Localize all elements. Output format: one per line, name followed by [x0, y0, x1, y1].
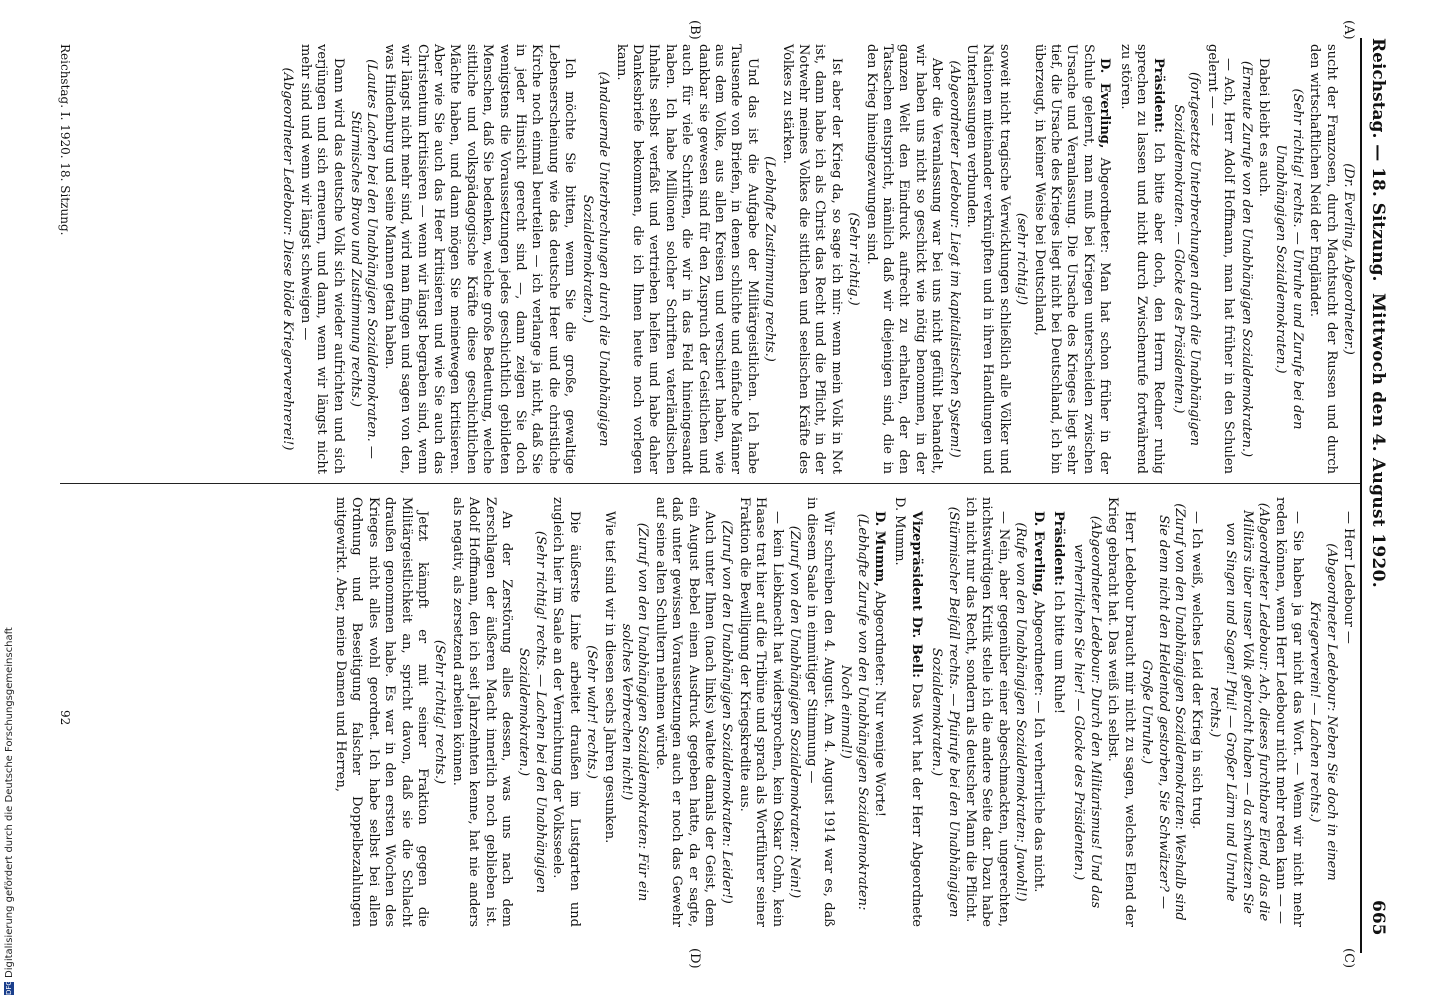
paragraph-text: Abgeordneter: — Ich verherrliche das nicht. — [1030, 596, 1046, 893]
paragraph-text: Ich bitte um Ruhe! — [1051, 585, 1067, 715]
paragraph-text: sucht der Franzosen, durch Machtsucht der Russen und durch den wirtschaftlichen Neid der Engländer. — [1307, 44, 1339, 474]
header-rule — [1360, 38, 1362, 953]
interjection — [431, 497, 447, 927]
margin-mark-d: (D) — [687, 948, 702, 969]
interjection — [1306, 497, 1339, 927]
paragraph-text: (Dr. Everling, Abgeordneter.) — [1341, 163, 1356, 355]
interjection — [1012, 497, 1028, 927]
paragraph — [332, 497, 430, 927]
margin-mark-c: (C) — [1341, 948, 1356, 969]
paragraph-text: Wir schreiben den 4. August. Am 4. August 1914 war es, daß in diesem Saale in einmütiger Stimmung — — [804, 497, 836, 927]
paragraph — [962, 497, 1011, 927]
paragraph-text: (Erneute Zurufe von den Unabhängigen Sozialdemokraten.) — [1238, 60, 1254, 458]
paragraph-text: Wie tief sind wir in diesen sechs Jahren gesunken. — [601, 511, 617, 844]
paragraph — [1104, 497, 1137, 927]
speaker-name: Präsident: — [1150, 58, 1166, 133]
paragraph — [1188, 497, 1204, 927]
paragraph-text: Herr Ledebour braucht mir nicht zu sagen, welches Elend der Krieg gebracht hat. Das weiß ich selbst. — [1105, 497, 1137, 927]
interjection — [945, 44, 961, 474]
right-column — [331, 497, 1356, 927]
dfg-logo: DFG — [5, 980, 13, 995]
interjection — [1237, 44, 1253, 474]
paragraph-text: Dabei bleibt es auch. — [1255, 58, 1271, 197]
paragraph-text: (Abgeordneter Ledebour: Diese blöde Kriegerverehrerei!) — [280, 67, 296, 451]
paragraph-text: (Abgeordneter Ledebour: Ach, dieses furchtbare Elend, das die Militärs über unser Volk gebracht haben — da schwatzen Sie von Singen und Sagen! Pfui! — Großer Lärm und Unruhe rechts.) — [1206, 502, 1271, 922]
paragraph-text: (sehr richtig!) — [1014, 212, 1030, 306]
paragraph-text: (Sehr wahr! rechts.) — [584, 645, 600, 779]
footer-sheet-number: 92 — [58, 710, 72, 726]
paragraph — [963, 44, 1012, 474]
paragraph — [612, 44, 760, 474]
page-header — [1364, 38, 1394, 958]
paragraph — [862, 44, 944, 474]
paragraph-text: Jetzt kämpft er mit seiner Fraktion gegen die Militärgeistlichkeit an, spricht davon, daß sie die Schlacht draußen genommen habe. Es war in den ersten Wochen des Krieges nicht alles wohl geordnet. Ich habe selbst bei allen Ordnung und Beseitigung falscher Doppelbezahlungen mitgewirkt. Aber, meine Damen und Herren, — [333, 497, 431, 927]
paragraph-text: (Zuruf von den Unabhängigen Sozialdemokraten: Nein!) — [787, 525, 802, 899]
paragraph — [600, 497, 616, 927]
paragraph — [803, 497, 836, 927]
interjection — [1272, 44, 1305, 474]
interjection — [1070, 497, 1103, 927]
paragraph — [1340, 497, 1356, 927]
paragraph-text: Das Wort hat der Herr Abgeordnete D. Mumm. — [892, 497, 924, 927]
paragraph-text: Abgeordneter: Man hat schon früher in der Schule gelernt, man muß bei Kriegen unterscheiden zwischen Ursache und Veranlassung. Die Ursache des Krieges liegt sehr tief, die Ursache des Krieges liegt nicht bei Deutschland, ich bin überzeugt, in keiner Weise bei Deutschland, — [1031, 44, 1113, 474]
interjection — [718, 497, 734, 927]
page-footer: Reichstag. I. 1920. 18. Sitzung. — [58, 44, 72, 236]
paragraph-text: — Ach, Herr Adolf Hoffmann, man hat früher in den Schulen gelernt — — — [1204, 44, 1237, 474]
paragraph-text: Die äußerste Linke arbeitet draußen im Lustgarten und zugleich hier im Saale an der Vernichtung der Volksseele. — [550, 497, 582, 927]
paragraph — [1029, 497, 1045, 927]
paragraph-text: — Sie haben ja gar nicht das Wort. — Wenn wir nicht mehr reden können, wenn Herr Ledebour nicht mehr reden kann — — — [1273, 497, 1305, 927]
header-left: Reichstag. — 18. Sitzung. — [1368, 38, 1388, 282]
paragraph — [1272, 497, 1305, 927]
paragraph-text: An der Zerstörung alles dessen, was uns nach dem Zerschlagen der äußeren Macht innerlich noch geblieben ist. Adolf Hoffmann, den ich seit Jahrzehnten kenne, hat nie anders als negativ, als zersetzend arbeiten können. — [449, 497, 515, 927]
paragraph-text: (Zuruf von den Unabhängigen Sozialdemokraten: Leider!) — [719, 520, 735, 904]
paragraph — [1203, 44, 1236, 474]
left-column — [278, 44, 1356, 474]
paragraph-text: (Stürmischer Beifall rechts. — Pfuirufe bei den Unabhängigen Sozialdemokraten.) — [929, 506, 961, 918]
interjection — [1205, 497, 1271, 927]
paragraph — [1050, 497, 1066, 927]
paragraph-text: — Ich weiß, welches Leid der Krieg in sich trug. — [1189, 511, 1205, 830]
interjection — [515, 497, 548, 927]
paragraph — [296, 44, 345, 474]
paragraph-text: (Sehr richtig! rechts.) — [432, 639, 448, 785]
paragraph-text: Auch unter Ihnen (nach links) waltete damals der Geist, dem ein August Bebel einen Ausdruck gegeben hatte, da er sagte, daß unter gewissen Voraussetzungen auch er noch das Gewehr auf seine alten Schultern nehmen würde. — [652, 497, 717, 927]
speaker-name: D. Mumm, — [872, 511, 888, 587]
paragraph-text: (fortgesetzte Unterbrechungen durch die Unabhängigen Sozialdemokraten. — Glocke des Präsidenten.) — [1170, 71, 1203, 447]
paragraph — [1030, 44, 1112, 474]
interjection — [786, 497, 802, 927]
paragraph-text: Und das ist die Aufgabe der Militärgeistlichen. Ich habe Tausende von Briefen, in denen schlichte und einfache Männer aus dem Volke, aus allen Kreisen und verschiert haben, wie dankbar sie gewesen sind für den Zuspruch der Geistlichen und auch für viele Schriften, die wir in das Feld hineingesandt haben. Ich habe Millionen solcher Schriften vaterländischen Inhalts selbst verfaßt und vertrieben helfen und habe daher Dankesbriefe bekommen, die ich Ihnen heute noch vorlegen kann. — [613, 44, 760, 474]
interjection — [347, 44, 380, 474]
paragraph — [778, 44, 844, 474]
interjection — [1170, 44, 1203, 474]
paragraph — [871, 497, 887, 927]
paragraph — [448, 497, 514, 927]
paragraph-text: — kein Liebknecht hat widersprochen, kein Oskar Cohn, kein Haase trat hier auf die Tribüne und sprach als Wortführer seiner Fraktion die Bewilligung der Kriegskredite aus. — [736, 497, 785, 927]
paragraph-text: — Herr Ledebour — — [1341, 511, 1356, 644]
digitization-text: Digitalisierung gefördert durch die Deutsche Forschungsgemeinschaft — [4, 627, 15, 978]
paragraph-text: (Andauernde Unterbrechungen durch die Unabhängigen Sozialdemokraten.) — [579, 71, 612, 447]
paragraph — [549, 497, 582, 927]
margin-mark-a: (A) — [1341, 20, 1356, 40]
paragraph — [735, 497, 784, 927]
paragraph-text: Abgeordneter: Nur wenige Worte! — [872, 586, 888, 817]
header-date: Mittwoch den 4. August 1920. — [1368, 293, 1388, 589]
scanned-page — [32, 0, 1402, 1000]
paragraph-text: (Sehr richtig! rechts. — Lachen bei den Unabhängigen Sozialdemokraten.) — [516, 530, 548, 894]
paragraph — [891, 497, 924, 927]
paragraph-text: (Sehr richtig! rechts. — Unruhe und Zurufe bei den Unabhängigen Sozialdemokraten.) — [1273, 88, 1305, 430]
column-divider — [60, 483, 1360, 484]
paragraph-text: (Zuruf von den Unabhängigen Sozialdemokraten: Weshalb sind Sie denn nicht den Heldentod gestorben, Sie Schwätzer? — Große Unruhe.) — [1139, 503, 1187, 921]
paragraph-text: (Lebhafte Zustimmung rechts.) — [762, 156, 778, 362]
paragraph-text: (Lebhafte Zurufe von den Unabhängigen Sozialdemokraten: Noch einmal!) — [838, 513, 870, 911]
paragraph-text: (Rufe von den Unabhängigen Sozialdemokraten: Jawohl!) — [1013, 522, 1029, 902]
interjection — [578, 44, 611, 474]
interjection — [618, 497, 651, 927]
interjection — [1340, 44, 1356, 474]
speaker-name: D. Everling, — [1097, 58, 1113, 149]
paragraph — [1306, 44, 1339, 474]
interjection — [845, 44, 861, 474]
paragraph-text: Ich möchte Sie bitten, wenn Sie die große, gewaltige Lebenserscheinung wie das deutsche Heer und die christliche Kirche noch einmal beurteilen — ich verlange ja nicht, daß Sie in jeder Hinsicht gerecht sind —, dann zeigen Sie doch wenigstens die Voraussetzungen jedes geschichtlich gebildeten Menschen, daß Sie bedenken, welche große Bedeutung, welche sittliche und volkspädagogische Kräfte diese geschichtlichen Mächte haben, und dann mögen Sie meinetwegen kritisieren. Aber wie Sie auch das Heer kritisieren und wie Sie auch das Christentum kritisieren — wenn wir längst begraben sind, wenn wir längst nicht mehr sind, wird man fingen und sagen von den, was Hindenburg und seine Mannen getan haben. — [381, 44, 578, 474]
paragraph-text: (Zuruf von den Unabhängigen Sozialdemokraten: Für ein solches Verbrechen nicht!) — [618, 522, 651, 902]
paragraph-text: Dann wird das deutsche Volk sich wieder aufrichten und sich verjüngen und sich erneuern, und dann, wenn wir längst nicht mehr sind und wenn wir längst schweigen — — [297, 44, 346, 474]
paragraph-text: Ich bitte aber doch, den Herrn Redner ruhig sprechen zu lassen und nicht durch Zwischenrufe fortwährend zu stören. — [1117, 44, 1166, 474]
speaker-name: Vizepräsident Dr. Bell: — [908, 511, 924, 678]
paragraph-text: (Lautes Lachen bei den Unabhängigen Sozialdemokraten. — Stürmisches Bravo und Zustimmung rechts.) — [348, 59, 380, 459]
paragraph-text: Ist aber der Krieg da, so sage ich mir: wenn mein Volk in Not ist, dann habe ich als Christ das Recht und die Pflicht, in der Notwehr meines Volkes die sittlichen und seelischen Kräfte des Volkes zu stärken. — [779, 44, 844, 474]
paragraph-text: (Abgeordneter Ledebour: Neben Sie doch in einem Kriegerverein! — Lachen rechts.) — [1307, 543, 1339, 881]
interjection — [837, 497, 870, 927]
paragraph — [1116, 44, 1165, 474]
paragraph-text: Aber die Veranlassung war bei uns nicht gefühlt behandelt, wir haben uns nicht so geschickt wie nötig benommen, in der ganzen Welt den Eindruck aufrecht zu erhalten, der den Tatsachen entspricht, nämlich daß wir diejenigen sind, die in den Krieg hineingezwungen sind. — [863, 44, 945, 474]
paragraph-text: (Abgeordneter Ledebour: Liegt im kapitalistischen System!) — [946, 60, 962, 458]
margin-mark-b: (B) — [687, 20, 702, 40]
paragraph-text: (Abgeordneter Ledebour: Durch den Militarismus! Und das verherrlichen Sie hier! — Glocke des Präsidenten.) — [1071, 515, 1103, 909]
speaker-name: D. Everling, — [1030, 511, 1046, 597]
speaker-name: Präsident: — [1051, 511, 1067, 586]
page-number: 665 — [1368, 900, 1388, 936]
paragraph — [651, 497, 717, 927]
interjection — [761, 44, 777, 474]
interjection — [1138, 497, 1187, 927]
interjection — [1013, 44, 1029, 474]
paragraph-text: soweit nicht tragische Verwicklungen schließlich alle Völker und Nationen miteinander verknüpften und in ihren Handlungen und Unterlassungen verbunden. — [964, 44, 1012, 474]
interjection — [583, 497, 599, 927]
paragraph — [380, 44, 577, 474]
interjection — [279, 44, 295, 474]
interjection — [928, 497, 961, 927]
paragraph-text: — Nein, aber gegenüber einer abgeschmackten, ungerechten, nichtswürdigen Kritik stelle ich die andere Seite dar. Dazu habe ich nicht nur das Recht, sondern als deutscher Mann die Pflicht. — [963, 497, 1011, 927]
digitization-note — [4, 0, 16, 995]
paragraph-text: (Sehr richtig.) — [846, 212, 862, 306]
paragraph — [1255, 44, 1271, 474]
